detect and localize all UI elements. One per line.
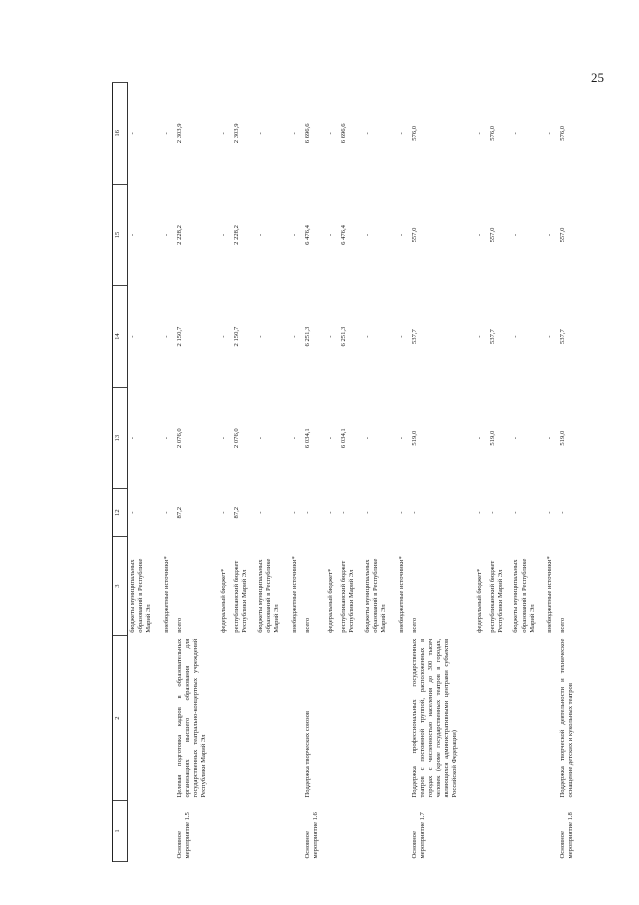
value-col-14-cell: - — [327, 335, 335, 338]
value-col-15-cell: - — [327, 233, 335, 237]
value-col-12-cell: - — [397, 511, 405, 514]
value-col-12-cell: - — [129, 511, 136, 514]
value-col-15-cell: 557,0 — [410, 227, 418, 243]
value-col-12-cell: - — [363, 511, 371, 514]
event-id-cell — [511, 801, 545, 862]
value-col-15-cell: - — [475, 233, 483, 237]
value-col-15-cell: 557,0 — [559, 227, 567, 243]
value-col-12-cell: - — [220, 511, 228, 514]
table-row — [232, 83, 255, 862]
value-col-14-cell: - — [290, 335, 298, 338]
value-col-16-cell: 576,0 — [410, 125, 418, 141]
event-id-cell — [219, 801, 232, 862]
value-col-16-cell: - — [327, 132, 335, 135]
table-row — [326, 83, 339, 862]
event-name-cell — [162, 636, 175, 801]
value-col-12-cell: - — [410, 511, 418, 514]
table-row — [256, 83, 290, 862]
value-col-12-cell: - — [163, 511, 171, 514]
funding-source-cell: внебюджетные источники* — [163, 556, 171, 633]
event-id-cell — [363, 801, 397, 862]
header-col-15: 15 — [113, 184, 128, 286]
event-name-cell: Поддержка творческих союзов — [303, 710, 311, 798]
table-row — [175, 83, 219, 862]
event-name-cell — [475, 636, 488, 801]
value-col-14-cell: 537,7 — [410, 329, 418, 344]
value-col-16-cell: - — [129, 132, 136, 135]
value-col-14-cell: 2 150,7 — [233, 326, 241, 347]
table-row — [397, 83, 410, 862]
value-col-13-cell: - — [512, 437, 520, 440]
table-row — [511, 83, 545, 862]
header-col-16: 16 — [113, 83, 128, 185]
value-col-13-cell: 6 034,1 — [303, 428, 311, 449]
header-col-12: 12 — [113, 489, 128, 536]
value-col-13-cell: 519,0 — [410, 430, 418, 446]
value-col-15-cell: - — [129, 233, 136, 237]
value-col-15-cell: 2 228,2 — [176, 225, 184, 245]
value-col-14-cell: - — [220, 335, 228, 338]
event-name-cell — [339, 636, 362, 801]
header-col-13: 13 — [113, 387, 128, 489]
value-col-16-cell: - — [546, 132, 554, 135]
table-row — [162, 83, 175, 862]
header-col-14: 14 — [113, 286, 128, 388]
funding-source-cell: всего — [303, 617, 311, 633]
value-col-13-cell: 519,0 — [489, 430, 497, 446]
table-row — [545, 83, 558, 862]
value-col-13-cell: 6 034,1 — [340, 428, 348, 449]
value-col-15-cell: - — [512, 233, 520, 237]
value-col-13-cell: 519,0 — [559, 430, 567, 446]
event-id-cell — [545, 801, 558, 862]
value-col-12-cell: - — [546, 511, 554, 514]
value-col-16-cell: - — [397, 132, 405, 135]
page-number: 25 — [591, 70, 604, 85]
event-id-cell — [232, 801, 255, 862]
value-col-16-cell: 6 696,6 — [303, 123, 311, 144]
value-col-13-cell: - — [220, 437, 228, 440]
funding-source-cell: федеральный бюджет* — [475, 568, 483, 633]
value-col-14-cell: - — [256, 335, 264, 338]
event-id-cell — [339, 801, 362, 862]
value-col-13-cell: 2 076,0 — [176, 428, 184, 449]
table-row — [219, 83, 232, 862]
value-col-14-cell: 2 150,7 — [176, 326, 184, 347]
event-name-cell — [326, 636, 339, 801]
event-name-cell — [545, 636, 558, 801]
value-col-13-cell: - — [327, 437, 335, 440]
event-name-cell: Поддержка профессиональных государственных театров с постоянной труппой, расположенных в городах с численностью населения до 300 тысяч человек (кроме государственных театров в городах, являющихся административными центрами субъектов Российской Федерации) — [410, 638, 458, 798]
value-col-16-cell: 576,0 — [489, 125, 497, 141]
funding-source-cell: бюджеты муниципальных образований в Республике Марий Эл — [256, 558, 280, 633]
funding-source-cell: бюджеты муниципальных образований в Республике Марий Эл — [512, 558, 536, 633]
event-name-cell — [511, 636, 545, 801]
value-col-13-cell: - — [363, 437, 371, 440]
value-col-14-cell: - — [163, 335, 171, 338]
value-col-14-cell: 537,7 — [559, 329, 567, 344]
value-col-15-cell: - — [256, 233, 264, 237]
value-col-15-cell: 2 228,2 — [233, 225, 241, 245]
value-col-14-cell: 537,7 — [489, 329, 497, 344]
table-row — [128, 83, 163, 862]
value-col-12-cell: - — [303, 511, 311, 514]
value-col-14-cell: 6 251,3 — [303, 326, 311, 347]
value-col-16-cell: - — [256, 132, 264, 135]
value-col-14-cell: - — [546, 335, 554, 338]
event-name-cell — [488, 636, 511, 801]
value-col-13-cell: - — [256, 437, 264, 440]
value-col-13-cell: - — [546, 437, 554, 440]
funding-source-cell: республиканский бюджет Республики Марий Эл — [340, 560, 356, 633]
value-col-15-cell: - — [163, 233, 171, 237]
event-id-cell: Основное мероприятие 1.6 — [303, 812, 319, 859]
event-name-cell — [232, 636, 255, 801]
value-col-12-cell: - — [475, 511, 483, 514]
value-col-16-cell: - — [290, 132, 298, 135]
event-name-cell — [219, 636, 232, 801]
value-col-12-cell: - — [512, 511, 520, 514]
event-name-cell — [128, 636, 163, 801]
value-col-12-cell: - — [290, 511, 298, 514]
event-name-cell: Поддержка творческой деятельности и техническое оснащение детских и кукольных театров — [559, 638, 575, 798]
value-col-14-cell: - — [475, 335, 483, 338]
event-id-cell — [326, 801, 339, 862]
value-col-15-cell: - — [220, 233, 228, 237]
value-col-15-cell: - — [363, 233, 371, 237]
event-id-cell — [290, 801, 303, 862]
value-col-15-cell: 557,0 — [489, 227, 497, 243]
value-col-16-cell: - — [475, 132, 483, 135]
value-col-16-cell: 2 303,9 — [233, 123, 241, 144]
value-col-12-cell: - — [340, 511, 348, 514]
funding-source-cell: федеральный бюджет* — [327, 568, 335, 633]
header-col-3: 3 — [113, 536, 128, 635]
event-id-cell — [256, 801, 290, 862]
table-row — [558, 83, 582, 862]
funding-source-cell: всего — [410, 617, 418, 633]
event-id-cell — [397, 801, 410, 862]
event-name-cell — [290, 636, 303, 801]
header-row — [113, 83, 128, 862]
value-col-14-cell: - — [512, 335, 520, 338]
value-col-12-cell: - — [327, 511, 335, 514]
event-id-cell: Основное мероприятие 1.7 — [410, 812, 426, 859]
funding-source-cell: республиканский бюджет Республики Марий Эл — [233, 560, 249, 633]
value-col-15-cell: 6 476,4 — [303, 225, 311, 245]
value-col-15-cell: - — [397, 233, 405, 237]
value-col-12-cell: 87,2 — [233, 506, 241, 519]
table-row — [475, 83, 488, 862]
funding-source-cell: республиканский бюджет Республики Марий Эл — [489, 560, 505, 633]
value-col-15-cell: 6 476,4 — [340, 225, 348, 245]
value-col-14-cell: - — [363, 335, 371, 338]
value-col-16-cell: - — [512, 132, 520, 135]
funding-source-cell: внебюджетные источники* — [397, 556, 405, 633]
funding-source-cell: всего — [559, 617, 567, 633]
table-row — [339, 83, 362, 862]
funding-source-cell: внебюджетные источники* — [290, 556, 298, 633]
event-id-cell: Основное мероприятие 1.5 — [176, 812, 192, 859]
value-col-13-cell: 2 076,0 — [233, 428, 241, 449]
table-row — [290, 83, 303, 862]
header-col-1: 1 — [113, 801, 128, 862]
value-col-13-cell: - — [475, 437, 483, 440]
funding-source-cell: федеральный бюджет* — [220, 568, 228, 633]
table-row — [303, 83, 326, 862]
value-col-16-cell: - — [163, 132, 171, 135]
value-col-12-cell: - — [256, 511, 264, 514]
event-id-cell: Основное мероприятие 1.8 — [559, 812, 575, 859]
rotated-table-container — [112, 82, 582, 862]
value-col-14-cell: - — [129, 335, 136, 338]
event-id-cell — [488, 801, 511, 862]
value-col-13-cell: - — [163, 437, 171, 440]
value-col-16-cell: 6 696,6 — [340, 123, 348, 144]
value-col-12-cell: - — [559, 511, 567, 514]
value-col-16-cell: 2 303,9 — [176, 123, 184, 144]
event-name-cell — [397, 636, 410, 801]
header-col-2: 2 — [113, 636, 128, 801]
value-col-15-cell: - — [546, 233, 554, 237]
table-body — [128, 83, 583, 862]
event-name-cell — [256, 636, 290, 801]
table-row — [363, 83, 397, 862]
event-id-cell — [128, 801, 163, 862]
event-name-cell: Целевая подготовка кадров в образовательных организациях высшего образования для государственных театрально-концертных учреждений Республики Марий Эл — [176, 638, 208, 798]
value-col-16-cell: - — [363, 132, 371, 135]
table-row — [488, 83, 511, 862]
event-id-cell — [162, 801, 175, 862]
value-col-15-cell: - — [290, 233, 298, 237]
value-col-16-cell: - — [220, 132, 228, 135]
value-col-14-cell: - — [397, 335, 405, 338]
funding-source-cell: бюджеты муниципальных образований в Республике Марий Эл — [129, 558, 153, 633]
funding-source-cell: бюджеты муниципальных образований в Республике Марий Эл — [363, 558, 387, 633]
value-col-13-cell: - — [397, 437, 405, 440]
value-col-13-cell: - — [129, 437, 136, 440]
event-name-cell — [363, 636, 397, 801]
value-col-16-cell: 576,0 — [559, 125, 567, 141]
funding-source-cell: внебюджетные источники* — [546, 556, 554, 633]
table-row — [410, 83, 475, 862]
value-col-12-cell: 87,2 — [176, 506, 184, 519]
value-col-13-cell: - — [290, 437, 298, 440]
event-id-cell — [475, 801, 488, 862]
funding-source-cell: всего — [176, 617, 184, 633]
budget-table — [112, 82, 582, 862]
value-col-14-cell: 6 251,3 — [340, 326, 348, 347]
value-col-12-cell: - — [489, 511, 497, 514]
